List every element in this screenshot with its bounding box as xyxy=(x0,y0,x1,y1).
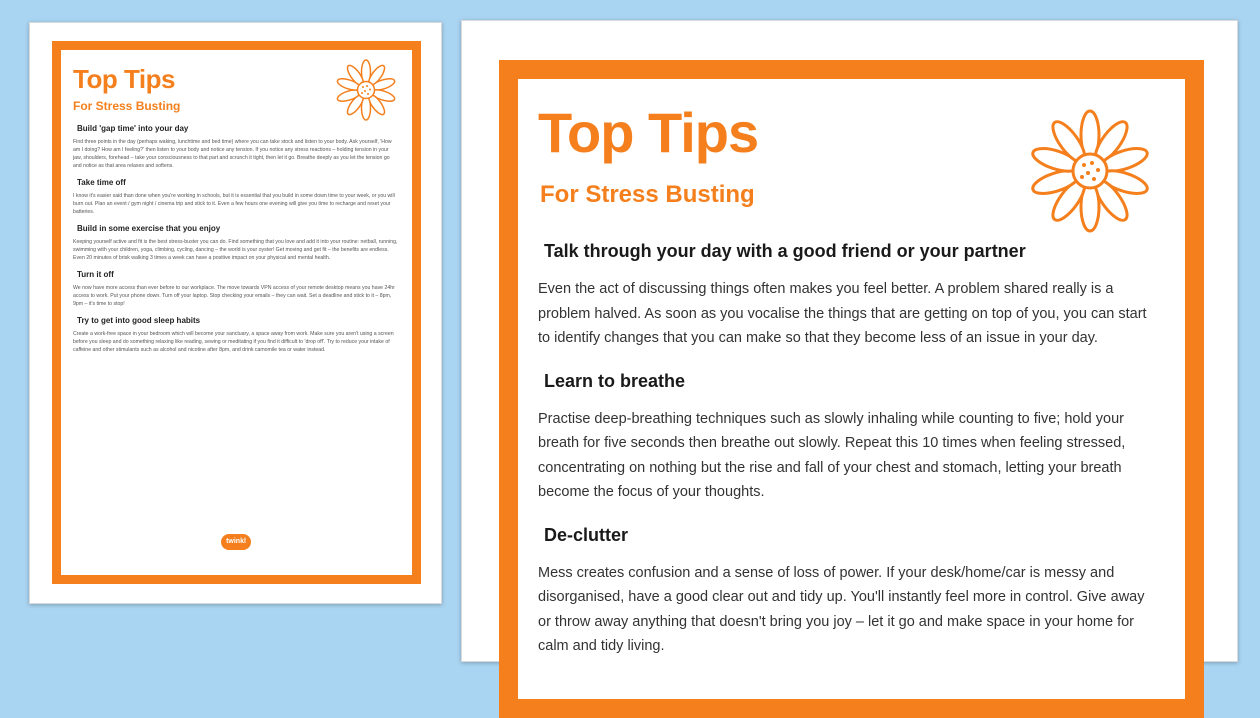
tip-body: I know it's easier said than done when you're working in schools, but it is essential that you build in some down time to your week, or you will burn out. Plan an event / gym night / cinema trip and stick to it. Even a few hours one evening will give you time to recharge and reset your batteries. xyxy=(73,193,395,215)
document-preview-small[interactable] xyxy=(29,22,442,604)
tip-heading: Turn it off xyxy=(77,270,114,279)
orange-border-frame xyxy=(499,60,1204,718)
flower-icon xyxy=(1026,107,1154,235)
tip-heading: Learn to breathe xyxy=(544,370,686,391)
flower-icon xyxy=(331,58,401,122)
tip-section xyxy=(73,124,398,170)
tip-section xyxy=(73,224,398,262)
orange-border-frame xyxy=(52,41,421,584)
tip-heading: Build 'gap time' into your day xyxy=(77,124,189,133)
tip-heading: De-clutter xyxy=(544,524,629,545)
tips-list xyxy=(538,239,1148,677)
tip-body: We now have more access than ever before to our workplace. The move towards VPN access of your remote desktop means you have 24hr access to work. Put your phone down. Turn off your laptop. Stop checking your emails – they can wait. Set a deadline and stick to it – 8pm, 9pm – it's time to stop! xyxy=(73,285,395,307)
page-subtitle: For Stress Busting xyxy=(73,99,181,113)
tip-section xyxy=(73,316,398,354)
page-title: Top Tips xyxy=(538,101,759,164)
tip-body: Create a work-free space in your bedroom which will become your sanctuary, a space away from work. Make sure you aren't using a screen before you sleep and do something relaxing like reading, sewing or meditating if you find it difficult to 'drop off'. Try to reduce your intake of caffeine and other stimulants such as alcohol and nicotine after 8pm, and drink camomile tea or water instead. xyxy=(73,331,394,353)
tip-body: Find three points in the day (perhaps waking, lunchtime and bed time) where you can take stock and listen to your body. Ask yourself, 'How am I doing? How am I feeling?' then listen to your body and notice any tension. If you notice any stress reactions – holding tension in your jaw, shoulders, forehead – take your consciousness to that part and scrunch it tight, then let it go. Breathe deeply as you let the tension go and notice as that area relaxes and softens. xyxy=(73,139,392,169)
tip-body: Keeping yourself active and fit is the best stress-buster you can do. Find something that you love and add it into your routine: netball, running, swimming with your children, yoga, climbing, cycling, dancing – the world is your oyster! Get moving and get fit – the benefits are endless. Even 20 minutes of brisk walking 3 times a week can have a positive impact on your physical and mental health. xyxy=(73,239,398,261)
tip-body: Practise deep-breathing techniques such as slowly inhaling while counting to five; hold your breath for five seconds then breathe out slowly. Repeat this 10 times when feeling stressed, concentrating on nothing but the rise and fall of your chest and stomach, letting your breath become the focus of your thoughts. xyxy=(538,410,1126,500)
tip-heading: Build in some exercise that you enjoy xyxy=(77,224,221,233)
page-title: Top Tips xyxy=(73,64,175,94)
tip-heading: Try to get into good sleep habits xyxy=(77,316,201,325)
tip-heading: Talk through your day with a good friend or your partner xyxy=(544,241,1026,261)
document-preview-large[interactable] xyxy=(461,20,1238,662)
tip-section xyxy=(538,523,1148,659)
tip-section xyxy=(73,270,398,308)
tips-list xyxy=(73,124,398,362)
tip-section xyxy=(538,239,1148,351)
tip-heading: Take time off xyxy=(77,178,126,187)
tip-body: Even the act of discussing things often makes you feel better. A problem shared really is a problem halved. As soon as you vocalise the things that are getting on top of you, you can start to identify changes that you can make so that they become less of an issue in your day. xyxy=(538,281,1147,346)
tip-section xyxy=(538,369,1148,505)
page-subtitle: For Stress Busting xyxy=(540,181,755,208)
tip-body: Mess creates confusion and a sense of loss of power. If your desk/home/car is messy and disorganised, have a good clear out and tidy up. You'll instantly feel more in control. Give away or throw away anything that doesn't bring you joy – let it go and make space in your home for calm and tidy living. xyxy=(538,564,1145,654)
tip-section xyxy=(73,178,398,216)
twinkl-logo: twinkl xyxy=(221,534,251,550)
